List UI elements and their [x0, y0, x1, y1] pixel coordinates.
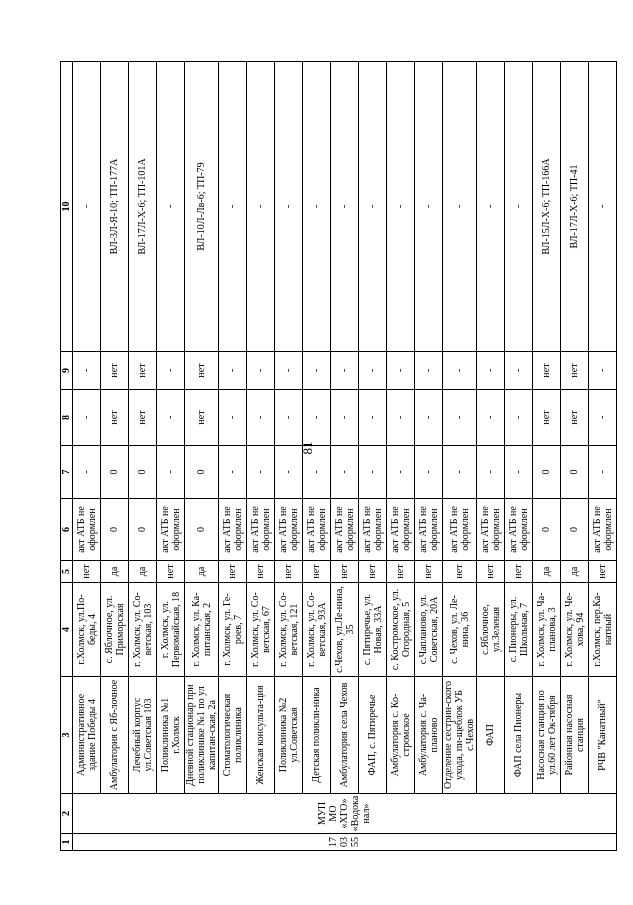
- cell-c7: 0: [561, 446, 589, 499]
- cell-c3: Амбулатория с. Ча-плановo: [415, 677, 443, 794]
- cell-c5: нет: [275, 561, 303, 583]
- cell-c5: да: [129, 561, 157, 583]
- cell-c9: -: [331, 352, 359, 390]
- cell-c5: нет: [219, 561, 247, 583]
- cell-c9: -: [275, 352, 303, 390]
- cell-c3: Женская консульта-ция: [247, 677, 275, 794]
- cell-c8: -: [157, 390, 185, 446]
- table-row: [415, 62, 443, 851]
- cell-c5: да: [561, 561, 589, 583]
- header-cell-1: 1: [61, 834, 73, 851]
- cell-c4: с.Чехов, ул.Ле-нина, 35: [331, 583, 359, 677]
- cell-c6: 0: [129, 499, 157, 561]
- cell-c8: -: [359, 390, 387, 446]
- cell-c3: Амбулатория с Яб-лочное: [101, 677, 129, 794]
- group-org-cell: МУП МО «ХГО» «Водоканал»: [73, 794, 617, 834]
- cell-c8: -: [415, 390, 443, 446]
- cell-c6: акт АТБ не оформлен: [219, 499, 247, 561]
- cell-c7: -: [157, 446, 185, 499]
- header-cell-7: 7: [61, 446, 73, 499]
- cell-c9: -: [443, 352, 477, 390]
- cell-c10: -: [275, 62, 303, 352]
- cell-c8: -: [275, 390, 303, 446]
- cell-c10: -: [415, 62, 443, 352]
- cell-c7: -: [415, 446, 443, 499]
- header-cell-6: 6: [61, 499, 73, 561]
- cell-c5: нет: [359, 561, 387, 583]
- cell-c3: Насосная станция по ул.60 лет Ок-тября: [533, 677, 561, 794]
- cell-c8: -: [73, 390, 101, 446]
- cell-c10: ВЛ-17Л-Х-6; ТП-101А: [129, 62, 157, 352]
- cell-c9: нет: [185, 352, 219, 390]
- cell-c7: -: [359, 446, 387, 499]
- cell-c3: Отделение сестрин-ского ухода, пи-щеблок УБ с.Чехов: [443, 677, 477, 794]
- cell-c9: нет: [533, 352, 561, 390]
- cell-c7: -: [247, 446, 275, 499]
- cell-c9: -: [589, 352, 617, 390]
- cell-c3: Амбулатория села Чехов: [331, 677, 359, 794]
- page-number: 81: [300, 441, 315, 455]
- cell-c8: -: [219, 390, 247, 446]
- cell-c3: Лечебный корпус ул.Советская 103: [129, 677, 157, 794]
- cell-c7: -: [505, 446, 533, 499]
- cell-c8: -: [387, 390, 415, 446]
- cell-c6: акт АТБ не оформлен: [477, 499, 505, 561]
- cell-c8: нет: [129, 390, 157, 446]
- rotated-table-frame: [60, 62, 614, 851]
- table-row: [303, 62, 331, 851]
- cell-c6: 0: [561, 499, 589, 561]
- cell-c7: 0: [129, 446, 157, 499]
- cell-c6: акт АТБ не оформлен: [359, 499, 387, 561]
- cell-c8: -: [443, 390, 477, 446]
- header-cell-8: 8: [61, 390, 73, 446]
- cell-c7: 0: [101, 446, 129, 499]
- cell-c4: г. Холмск, ул. Первомайская, 18: [157, 583, 185, 677]
- cell-c9: -: [73, 352, 101, 390]
- cell-c3: Стоматологическая поликлиника: [219, 677, 247, 794]
- cell-c4: г.Холмск, ул.По-беды, 4: [73, 583, 101, 677]
- table-row: [129, 62, 157, 851]
- cell-c8: нет: [101, 390, 129, 446]
- cell-c9: -: [303, 352, 331, 390]
- cell-c10: -: [443, 62, 477, 352]
- cell-c8: -: [477, 390, 505, 446]
- cell-c4: с. Костромское, ул. Огородная, 5: [387, 583, 415, 677]
- cell-c6: 0: [533, 499, 561, 561]
- cell-c4: с. Чехов, ул. Ле-нина, 36: [443, 583, 477, 677]
- cell-c9: нет: [101, 352, 129, 390]
- cell-c9: нет: [561, 352, 589, 390]
- cell-c4: г. Холмск, ул. Че-хова, 94: [561, 583, 589, 677]
- cell-c9: -: [247, 352, 275, 390]
- cell-c10: ВЛ-3Л-Я-10; ТП-177А: [101, 62, 129, 352]
- cell-c6: 0: [185, 499, 219, 561]
- cell-c6: акт АТБ не оформлен: [331, 499, 359, 561]
- cell-c5: нет: [443, 561, 477, 583]
- table-row: [101, 62, 129, 851]
- cell-c6: акт АТБ не оформлен: [415, 499, 443, 561]
- table-body: [61, 62, 617, 851]
- cell-c8: нет: [185, 390, 219, 446]
- cell-c7: 0: [185, 446, 219, 499]
- cell-c8: нет: [561, 390, 589, 446]
- cell-c10: ВЛ-10Л-Лв-6; ТП-79: [185, 62, 219, 352]
- cell-c10: ВЛ-17Л-Х-6; ТП-41: [561, 62, 589, 352]
- table-row: [359, 62, 387, 851]
- cell-c8: -: [247, 390, 275, 446]
- cell-c7: -: [477, 446, 505, 499]
- cell-c6: 0: [101, 499, 129, 561]
- cell-c10: -: [331, 62, 359, 352]
- cell-c4: г. Холмск, ул. Ге-роев, 7: [219, 583, 247, 677]
- cell-c3: Дневной стационар при поликлинике №1 по ул капитан-ская, 2а: [185, 677, 219, 794]
- cell-c5: да: [533, 561, 561, 583]
- cell-c6: акт АТБ не оформлен: [73, 499, 101, 561]
- cell-c4: с.Яблочное, ул.Зеленая: [477, 583, 505, 677]
- cell-c10: -: [589, 62, 617, 352]
- cell-c8: -: [589, 390, 617, 446]
- cell-c9: -: [415, 352, 443, 390]
- cell-c5: нет: [303, 561, 331, 583]
- cell-c7: -: [589, 446, 617, 499]
- cell-c3: ФАП: [477, 677, 505, 794]
- cell-c4: г. Холмск, ул. Со-ветская, 93А: [303, 583, 331, 677]
- cell-c8: -: [303, 390, 331, 446]
- cell-c4: с.Чапланово, ул. Советская, 20А: [415, 583, 443, 677]
- cell-c10: -: [219, 62, 247, 352]
- cell-c10: -: [477, 62, 505, 352]
- cell-c10: -: [505, 62, 533, 352]
- cell-c5: нет: [331, 561, 359, 583]
- cell-c10: -: [387, 62, 415, 352]
- cell-c7: -: [275, 446, 303, 499]
- table-row: [247, 62, 275, 851]
- header-cell-3: 3: [61, 677, 73, 794]
- cell-c3: Поликлиника №2 ул.Советская: [275, 677, 303, 794]
- cell-c4: г.Холмск, пер.Ка-натный: [589, 583, 617, 677]
- cell-c9: -: [219, 352, 247, 390]
- cell-c10: -: [359, 62, 387, 352]
- cell-c3: РЧВ "Канатный": [589, 677, 617, 794]
- table-row: [157, 62, 185, 851]
- cell-c5: да: [185, 561, 219, 583]
- cell-c7: -: [303, 446, 331, 499]
- table-row: [561, 62, 589, 851]
- cell-c5: да: [101, 561, 129, 583]
- cell-c3: Административное здание Победы 4: [73, 677, 101, 794]
- table-row: [589, 62, 617, 851]
- table-row: [275, 62, 303, 851]
- cell-c9: нет: [129, 352, 157, 390]
- cell-c6: акт АТБ не оформлен: [505, 499, 533, 561]
- cell-c5: нет: [247, 561, 275, 583]
- cell-c7: -: [387, 446, 415, 499]
- table-row: [443, 62, 477, 851]
- table-row: [73, 62, 101, 851]
- cell-c8: нет: [533, 390, 561, 446]
- cell-c7: -: [219, 446, 247, 499]
- cell-c5: нет: [505, 561, 533, 583]
- cell-c10: ВЛ-15Л-Х-6; ТП-166А: [533, 62, 561, 352]
- cell-c4: с. Пионеры, ул. Школьная, 7: [505, 583, 533, 677]
- header-cell-2: 2: [61, 794, 73, 834]
- cell-c4: г. Холмск, ул. Ча-плановa, 3: [533, 583, 561, 677]
- cell-c9: -: [359, 352, 387, 390]
- cell-c6: акт АТБ не оформлен: [247, 499, 275, 561]
- cell-c3: Амбулатория с. Ко-стромское: [387, 677, 415, 794]
- cell-c9: -: [157, 352, 185, 390]
- cell-c6: акт АТБ не оформлен: [275, 499, 303, 561]
- header-cell-4: 4: [61, 583, 73, 677]
- cell-c9: -: [505, 352, 533, 390]
- cell-c9: -: [387, 352, 415, 390]
- cell-c7: 0: [533, 446, 561, 499]
- cell-c4: г. Холмск, ул. Со-ветская, 103: [129, 583, 157, 677]
- table-row: [477, 62, 505, 851]
- cell-c4: г. Холмск, ул. Со-ветская, 67: [247, 583, 275, 677]
- table-row: [219, 62, 247, 851]
- table-rotation-wrapper: [60, 62, 614, 851]
- cell-c7: -: [331, 446, 359, 499]
- cell-c6: акт АТБ не оформлен: [157, 499, 185, 561]
- cell-c3: Районная насосная станция: [561, 677, 589, 794]
- cell-c10: -: [73, 62, 101, 352]
- cell-c6: акт АТБ не оформлен: [443, 499, 477, 561]
- cell-c6: акт АТБ не оформлен: [303, 499, 331, 561]
- header-cell-9: 9: [61, 352, 73, 390]
- cell-c4: с. Яблочное, ул. Приморская: [101, 583, 129, 677]
- table-row: [185, 62, 219, 851]
- table-row: [505, 62, 533, 851]
- cell-c3: ФАП, с. Пятиречье: [359, 677, 387, 794]
- cell-c6: акт АТБ не оформлен: [589, 499, 617, 561]
- cell-c3: Детская поликли-ника: [303, 677, 331, 794]
- cell-c7: -: [443, 446, 477, 499]
- cell-c10: -: [157, 62, 185, 352]
- table-row: [387, 62, 415, 851]
- header-cell-10: 10: [61, 62, 73, 352]
- cell-c7: -: [73, 446, 101, 499]
- header-cell-5: 5: [61, 561, 73, 583]
- cell-c6: акт АТБ не оформлен: [387, 499, 415, 561]
- cell-c5: нет: [477, 561, 505, 583]
- cell-c5: нет: [415, 561, 443, 583]
- cell-c10: -: [303, 62, 331, 352]
- group-code-cell: 170355: [73, 834, 617, 851]
- cell-c4: с. Пятиречье, ул. Новая, 33А: [359, 583, 387, 677]
- cell-c10: -: [247, 62, 275, 352]
- header-row: [61, 62, 73, 851]
- cell-c9: -: [477, 352, 505, 390]
- cell-c8: -: [331, 390, 359, 446]
- facilities-table: [60, 61, 617, 851]
- table-row: [331, 62, 359, 851]
- cell-c5: нет: [387, 561, 415, 583]
- cell-c8: -: [505, 390, 533, 446]
- cell-c5: нет: [589, 561, 617, 583]
- cell-c3: ФАП села Пионеры: [505, 677, 533, 794]
- cell-c4: г. Холмск, ул. Ка-питанская, 2: [185, 583, 219, 677]
- cell-c5: нет: [73, 561, 101, 583]
- cell-c3: Поликлиника №1 г.Холмск: [157, 677, 185, 794]
- cell-c5: нет: [157, 561, 185, 583]
- cell-c4: г. Холмск, ул. Со-ветская, 121: [275, 583, 303, 677]
- table-row: [533, 62, 561, 851]
